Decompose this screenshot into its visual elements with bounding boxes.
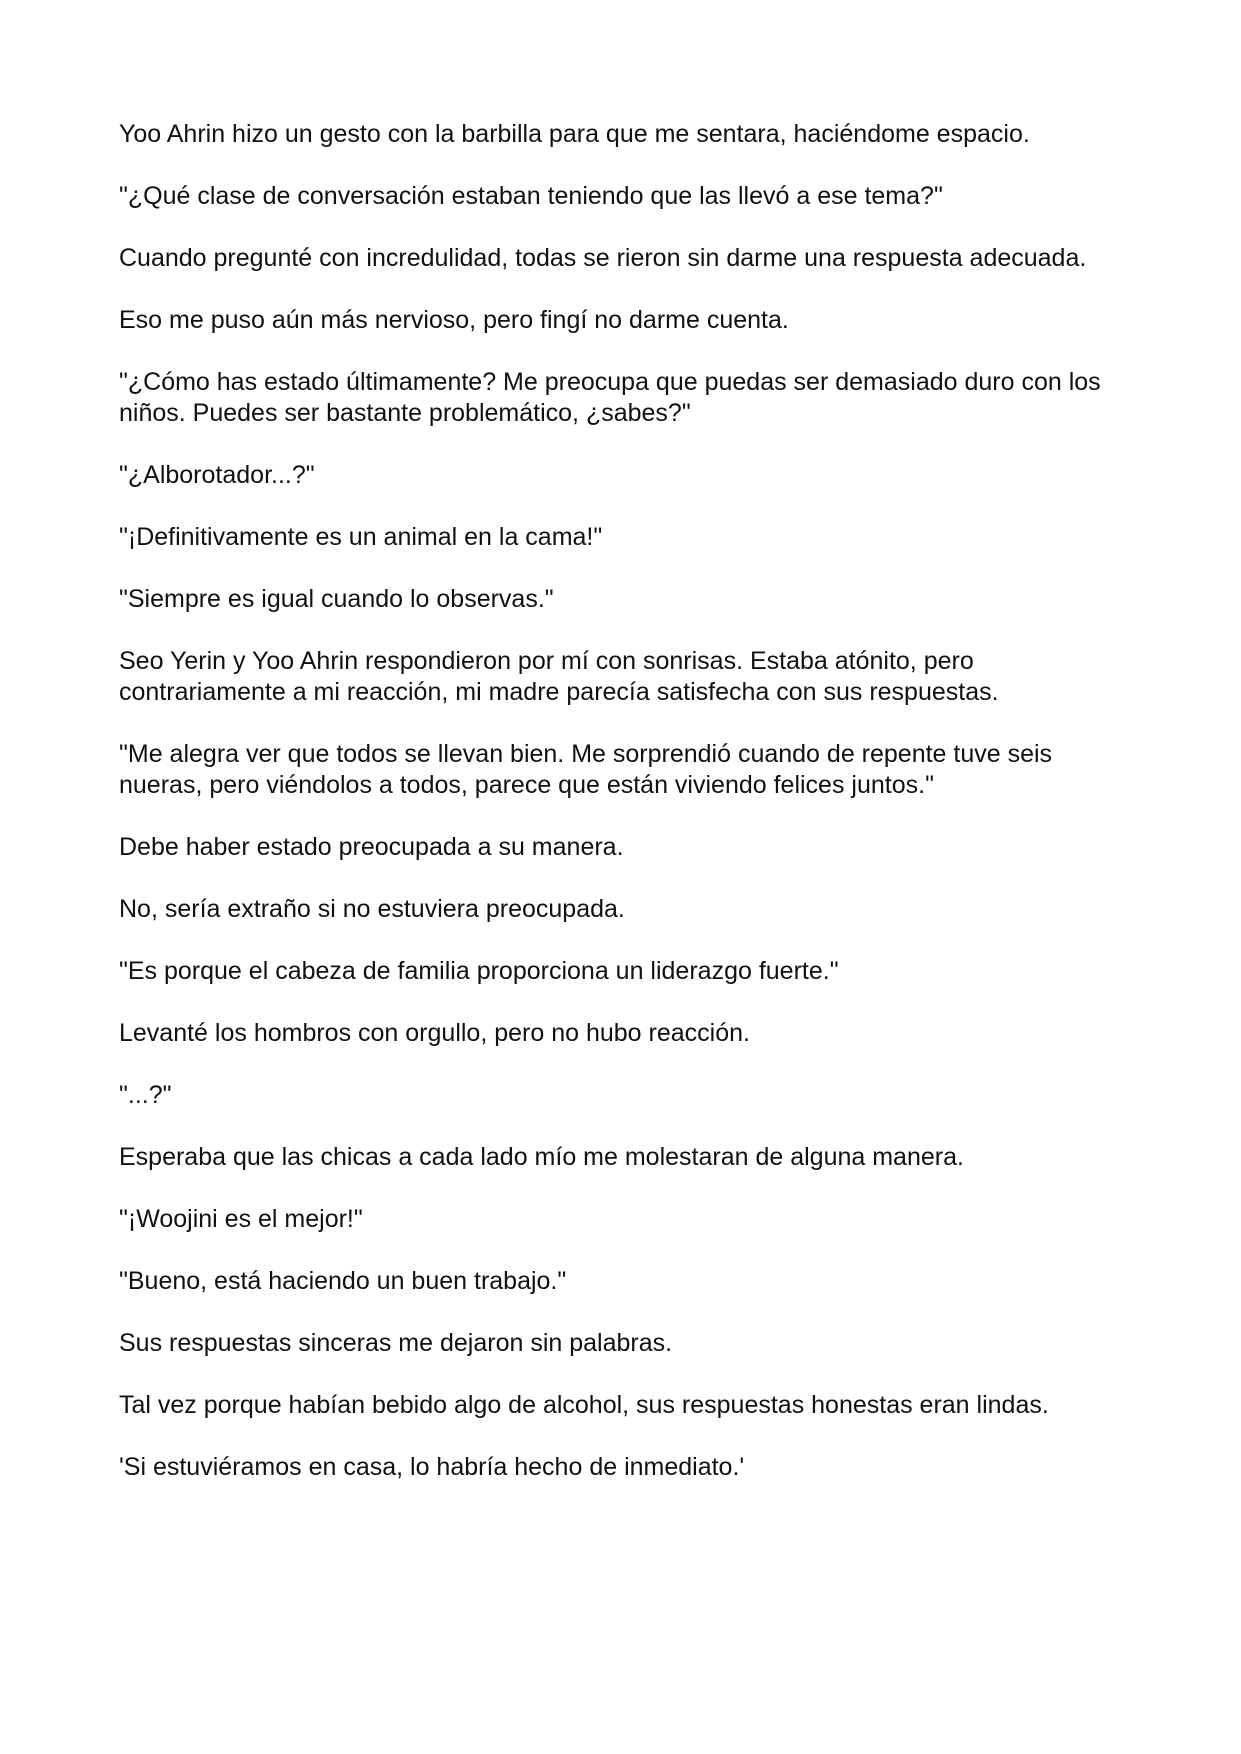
- paragraph: "¡Woojini es el mejor!": [119, 1205, 363, 1233]
- paragraph: "Siempre es igual cuando lo observas.": [119, 585, 554, 613]
- paragraph: Seo Yerin y Yoo Ahrin respondieron por mí con sonrisas. Estaba atónito, pero contrariamente a mi reacción, mi madre parecía satisfecha con sus respuestas.: [119, 647, 999, 706]
- paragraph: Esperaba que las chicas a cada lado mío me molestaran de alguna manera.: [119, 1143, 964, 1171]
- paragraph: "Bueno, está haciendo un buen trabajo.": [119, 1267, 567, 1295]
- paragraph: 'Si estuviéramos en casa, lo habría hecho de inmediato.': [119, 1453, 745, 1481]
- paragraph: "Es porque el cabeza de familia proporciona un liderazgo fuerte.": [119, 957, 839, 985]
- paragraph: "Me alegra ver que todos se llevan bien. Me sorprendió cuando de repente tuve seis nueras, pero viéndolos a todos, parece que están viviendo felices juntos.": [119, 740, 1053, 799]
- paragraph: Yoo Ahrin hizo un gesto con la barbilla para que me sentara, haciéndome espacio.: [119, 120, 1030, 148]
- document-body: [119, 119, 1129, 1514]
- paragraph: Eso me puso aún más nervioso, pero fingí no darme cuenta.: [119, 306, 789, 334]
- paragraph: Sus respuestas sinceras me dejaron sin palabras.: [119, 1329, 673, 1357]
- paragraph: Cuando pregunté con incredulidad, todas se rieron sin darme una respuesta adecuada.: [119, 244, 1087, 272]
- paragraph: No, sería extraño si no estuviera preocupada.: [119, 895, 625, 923]
- paragraph: "¿Qué clase de conversación estaban teniendo que las llevó a ese tema?": [119, 182, 943, 210]
- paragraph: Debe haber estado preocupada a su manera.: [119, 833, 624, 861]
- paragraph: "¿Cómo has estado últimamente? Me preocupa que puedas ser demasiado duro con los niños. Puedes ser bastante problemático, ¿sabes?": [119, 368, 1101, 427]
- paragraph: "¡Definitivamente es un animal en la cama!": [119, 523, 603, 551]
- paragraph: "...?": [119, 1081, 172, 1109]
- paragraph: "¿Alborotador...?": [119, 461, 315, 489]
- paragraph: Levanté los hombros con orgullo, pero no hubo reacción.: [119, 1019, 750, 1047]
- paragraph: Tal vez porque habían bebido algo de alcohol, sus respuestas honestas eran lindas.: [119, 1391, 1049, 1419]
